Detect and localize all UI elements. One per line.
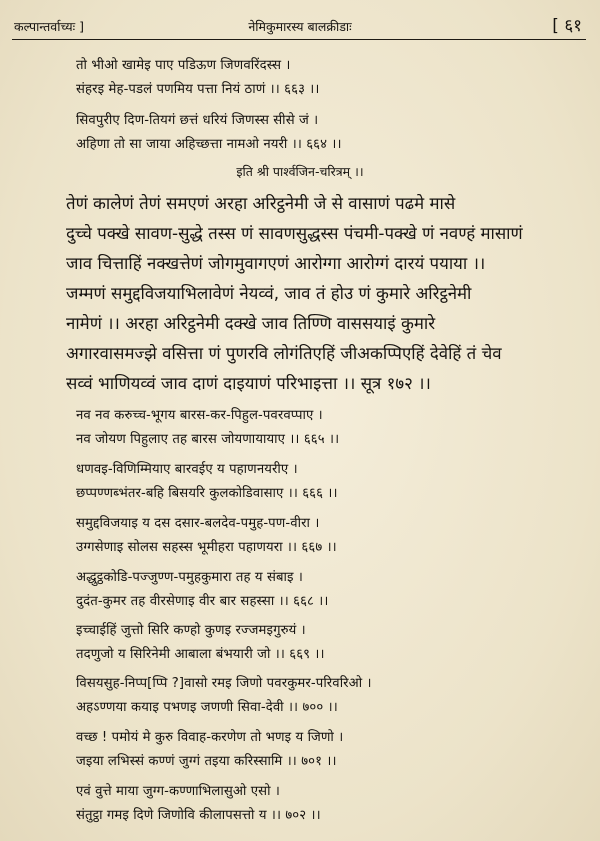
header-rule bbox=[12, 39, 586, 40]
verse-line: छप्पण्णब्भंतर-बहि बिसयरि कुलकोडिवासाए ।। ६६६ ।। bbox=[76, 486, 338, 501]
header-left-text: कल्पान्तर्वाच्यः ] bbox=[14, 19, 85, 34]
verse-line: जइया लभिस्सं कण्णं जुग्गं तइया करिस्सामि ।। ७०१ ।। bbox=[76, 754, 337, 769]
verse-line: समुद्दविजयाइ य दस दसार-बलदेव-पमुह-पण-वीरा । bbox=[76, 516, 320, 531]
prose-line: तेणं कालेणं तेणं समएणं अरहा अरिट्ठनेमी जे से वासाणं पढमे मासे bbox=[66, 193, 456, 213]
header-title: नेमिकुमारस्य बालक्रीडाः bbox=[248, 19, 352, 34]
verse-line: एवं वुत्ते माया जुग्ग-कण्णाभिलासुओ एसो । bbox=[76, 784, 280, 799]
verse-line: संहरइ मेह-पडलं पणमिय पत्ता नियं ठाणं ।। ६६३ ।। bbox=[76, 82, 320, 97]
verse-line: अद्धुट्ठकोडि-पज्जुण्ण-पमुहकुमारा तह य संबाइ । bbox=[76, 570, 303, 585]
prose-line: जाव चित्ताहिं नक्खत्तेणं जोगमुवागएणं आरोग्गा आरोग्गं दारयं पयाया ।। bbox=[66, 253, 486, 273]
verse-line: अहऽण्णया कयाइ पभणइ जणणी सिवा-देवी ।। ७०० ।। bbox=[76, 700, 338, 715]
verse-line: सिवपुरीए दिण-तियगं छत्तं धरियं जिणस्स सीसे जं । bbox=[76, 113, 319, 128]
verse-line: दुदंत-कुमर तह वीरसेणाइ वीर बार सहस्सा ।। ६६८ ।। bbox=[76, 594, 329, 609]
prose-line: अगारवासमज्झे वसित्ता णं पुणरवि लोगंतिएहिं जीअकप्पिएहिं देवेहिं तं चेव bbox=[66, 343, 502, 363]
verse-line: तदणुजो य सिरिनेमी आबाला बंभयारी जो ।। ६६९ ।। bbox=[76, 647, 325, 662]
colophon: इति श्री पार्श्वजिन-चरित्रम् ।। bbox=[236, 164, 364, 179]
verse-line: नव नव करुच्च-भूगय बारस-कर-पिहुल-पवरवप्पाए । bbox=[76, 408, 323, 423]
verse-line: तो भीओ खामेइ पाए पडिऊण जिणवरिंदस्स । bbox=[76, 58, 291, 73]
verse-line: अहिणा तो सा जाया अहिच्छत्ता नामओ नयरी ।। ६६४ ।। bbox=[76, 137, 342, 152]
prose-line: जम्मणं समुद्दविजयाभिलावेणं नेयव्वं, जाव तं होउ णं कुमारे अरिट्ठनेमी bbox=[66, 283, 472, 303]
running-header bbox=[0, 0, 600, 44]
verse-line: उग्गसेणाइ सोलस सहस्स भूमीहरा पहाणयरा ।। ६६७ ।। bbox=[76, 540, 337, 555]
verse-line: धणवइ-विणिम्मियाए बारवईए य पहाणनयरीए । bbox=[76, 462, 298, 477]
verse-line: नव जोयण पिहुलाए तह बारस जोयणायायाए ।। ६६५ ।। bbox=[76, 432, 340, 447]
prose-line: दुच्चे पक्खे सावण-सुद्धे तस्स णं सावणसुद्धस्स पंचमी-पक्खे णं नवण्हं मासाणं bbox=[66, 223, 523, 243]
verse-line: संतुट्ठा गमइ दिणे जिणोवि कीलापसत्तो य ।। ७०२ ।। bbox=[76, 808, 321, 823]
verse-line: इच्चाईहिं जुत्तो सिरि कण्हो कुणइ रज्जमइगुरुयं । bbox=[76, 623, 306, 638]
page-number: [ ६१ bbox=[552, 16, 582, 36]
prose-line: सव्वं भाणियव्वं जाव दाणं दाइयाणं परिभाइत्ता ।। सूत्र १७२ ।। bbox=[66, 373, 431, 393]
verse-line: विसयसुह-निप्प[प्पि ?]वासो रमइ जिणो पवरकुमर-परिवरिओ । bbox=[76, 676, 372, 691]
verse-line: वच्छ ! पमोयं मे कुरु विवाह-करणेण तो भणइ य जिणो । bbox=[76, 730, 344, 745]
prose-line: नामेणं ।। अरहा अरिट्ठनेमी दक्खे जाव तिण्णि वाससयाइं कुमारे bbox=[66, 313, 436, 333]
